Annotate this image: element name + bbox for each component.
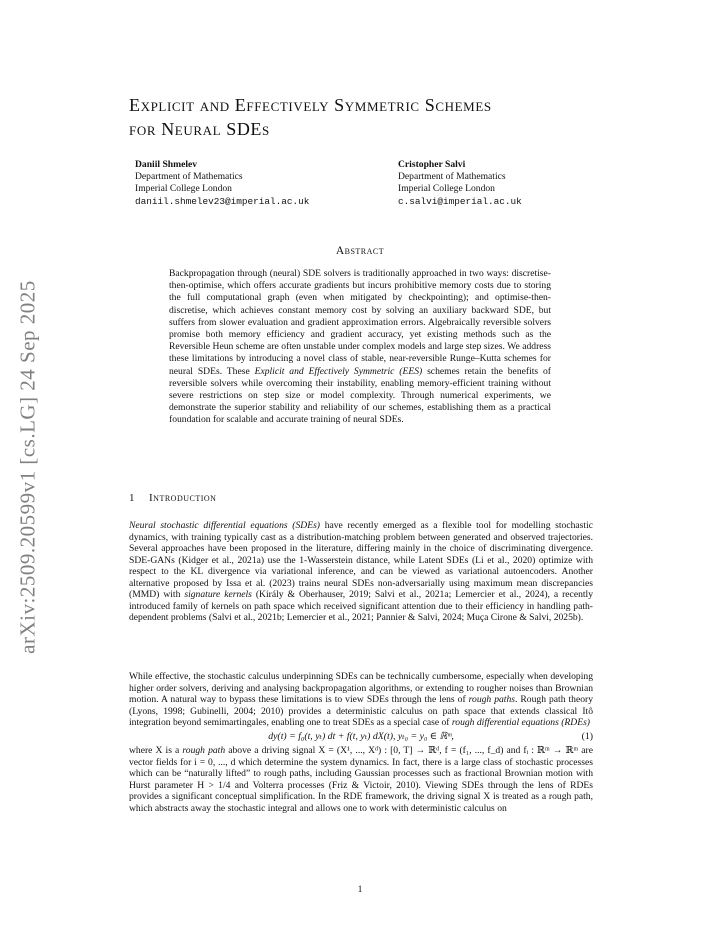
- author-dept: Department of Mathematics: [135, 171, 243, 183]
- author-inst: Imperial College London: [398, 183, 495, 195]
- para2-emphasis-2: rough differential equations (RDEs): [451, 717, 591, 728]
- para1-emphasis-2: signature kernels: [184, 589, 252, 600]
- author-email[interactable]: c.salvi@imperial.ac.uk: [398, 195, 522, 207]
- equation-text: dy(t) = f₀(t, yₜ) dt + f(t, yₜ) dX(t), yₜ₀ = y₀ ∈ ℝᵐ,: [268, 731, 454, 742]
- para1-text-2: (Király & Oberhauser, 2019; Salvi et al., 2021a; Lemercier et al., 2024), a recently introduced family of kernels on path space which received significant attention due to their efficiency in handling path-dependent problems (Salvi et al., 2021b; Lemercier et al., 2021; Pannier & Salvi, 2024; Muça Cirone & Salvi, 2025b).: [129, 589, 593, 623]
- section-title: Introduction: [149, 492, 217, 504]
- para3-emphasis-1: rough path: [182, 745, 226, 756]
- author-dept: Department of Mathematics: [398, 171, 506, 183]
- section-heading: [129, 492, 216, 504]
- para3-text-2: above a driving signal X = (X¹, ..., Xᵈ) : [0, T] → ℝᵈ, f = (f₁, ..., f_d) and fᵢ : ℝᵐ → ℝᵐ are vector fields for i = 0, ..., d which determine the system dynamics. In fact, there is a large class of stochastic processes which can be “naturally lifted” to rough paths, including Gaussian processes such as fractional Brownian motion with Hurst parameter H > 1/4 and Volterra processes (Friz & Victoir, 2010). Viewing SDEs through the lens of RDEs provides a significant conceptual simplification. In the RDE framework, the driving signal X is treated as a rough path, which abstracts away the stochastic integral and allows one to work with deterministic calculus on: [129, 745, 593, 814]
- abstract-text-1: Backpropagation through (neural) SDE solvers is traditionally approached in two ways: discretise-then-optimise, which offers accurate gradients but incurs prohibitive memory costs due to storing the full computational graph (even when mitigated by checkpointing); and optimise-then-discretise, which achieves constant memory cost by solving an auxiliary backward SDE, but suffers from slower evaluation and gradient approximation errors. Algebraically reversible solvers promise both memory efficiency and gradient accuracy, yet existing methods such as the Reversible Heun scheme are often unstable under complex models and large step sizes. We address these limitations by introducing a novel class of stable, near-reversible Runge–Kutta schemes for neural SDEs. These: [169, 268, 551, 377]
- abstract-emphasis: Explicit and Effectively Symmetric (EES): [254, 365, 423, 377]
- arxiv-stamp: [6, 262, 50, 672]
- equation-1: [129, 731, 593, 743]
- abstract-text-2: schemes retain the benefits of reversible solvers while overcoming their instability, enabling memory-efficient training without severe restrictions on step size or model complexity. Through numerical experiments, we demonstrate the superior stability and reliability of our schemes, establishing them as a practical foundation for scalable and accurate training of neural SDEs.: [169, 365, 551, 426]
- para1-emphasis-1: Neural stochastic differential equations (SDEs): [129, 520, 321, 531]
- title-line-2: for Neural SDEs: [129, 119, 270, 139]
- author-name: Cristopher Salvi: [398, 159, 466, 170]
- title-line-1: Explicit and Effectively Symmetric Schemes: [129, 95, 492, 115]
- author-block-1: [135, 159, 309, 208]
- intro-paragraph-1: [129, 520, 593, 624]
- author-inst: Imperial College London: [135, 183, 232, 195]
- author-email[interactable]: daniil.shmelev23@imperial.ac.uk: [135, 195, 310, 207]
- para2-emphasis-1: rough paths: [468, 694, 516, 705]
- abstract-body: [169, 268, 551, 427]
- para3-text-1: where X is a: [129, 745, 183, 756]
- intro-paragraph-2: [129, 671, 593, 729]
- abstract-heading: Abstract: [335, 245, 385, 257]
- intro-paragraph-3: [129, 745, 593, 814]
- section-number: 1: [129, 492, 135, 504]
- page-number: 1: [357, 884, 363, 895]
- arxiv-stamp-text: arXiv:2509.20599v1 [cs.LG] 24 Sep 2025: [15, 280, 40, 654]
- para2-text-1: While effective, the stochastic calculus underpinning SDEs can be technically cumbersome, especially when developing higher order solvers, deriving and analysing backpropagation algorithms, or extending to rougher noises than Brownian motion. A natural way to bypass these limitations is to view SDEs through the lens of: [129, 671, 593, 705]
- paper-title: [129, 93, 629, 141]
- author-name: Daniil Shmelev: [135, 159, 198, 170]
- equation-number: (1): [581, 731, 593, 742]
- para2-text-2: . Rough path theory (Lyons, 1998; Gubinelli, 2004; 2010) provides a deterministic calculus on path space that extends classical Itô integration beyond semimartingales, enabling one to treat SDEs as a special case of: [129, 694, 594, 728]
- para1-text-1: have recently emerged as a flexible tool for modelling stochastic dynamics, with training typically cast as a distribution-matching problem between generated and observed trajectories. Several approaches have been proposed in the literature, differing mainly in the choice of discriminating divergence. SDE-GANs (Kidger et al., 2021a) use the 1-Wasserstein distance, while Latent SDEs (Li et al., 2020) optimize with respect to the KL divergence via variational inference, and can be viewed as variational autoencoders. Another alternative proposed by Issa et al. (2023) trains neural SDEs non-adversarially using maximum mean discrepancies (MMD) with: [129, 520, 593, 600]
- author-block-2: [398, 159, 522, 208]
